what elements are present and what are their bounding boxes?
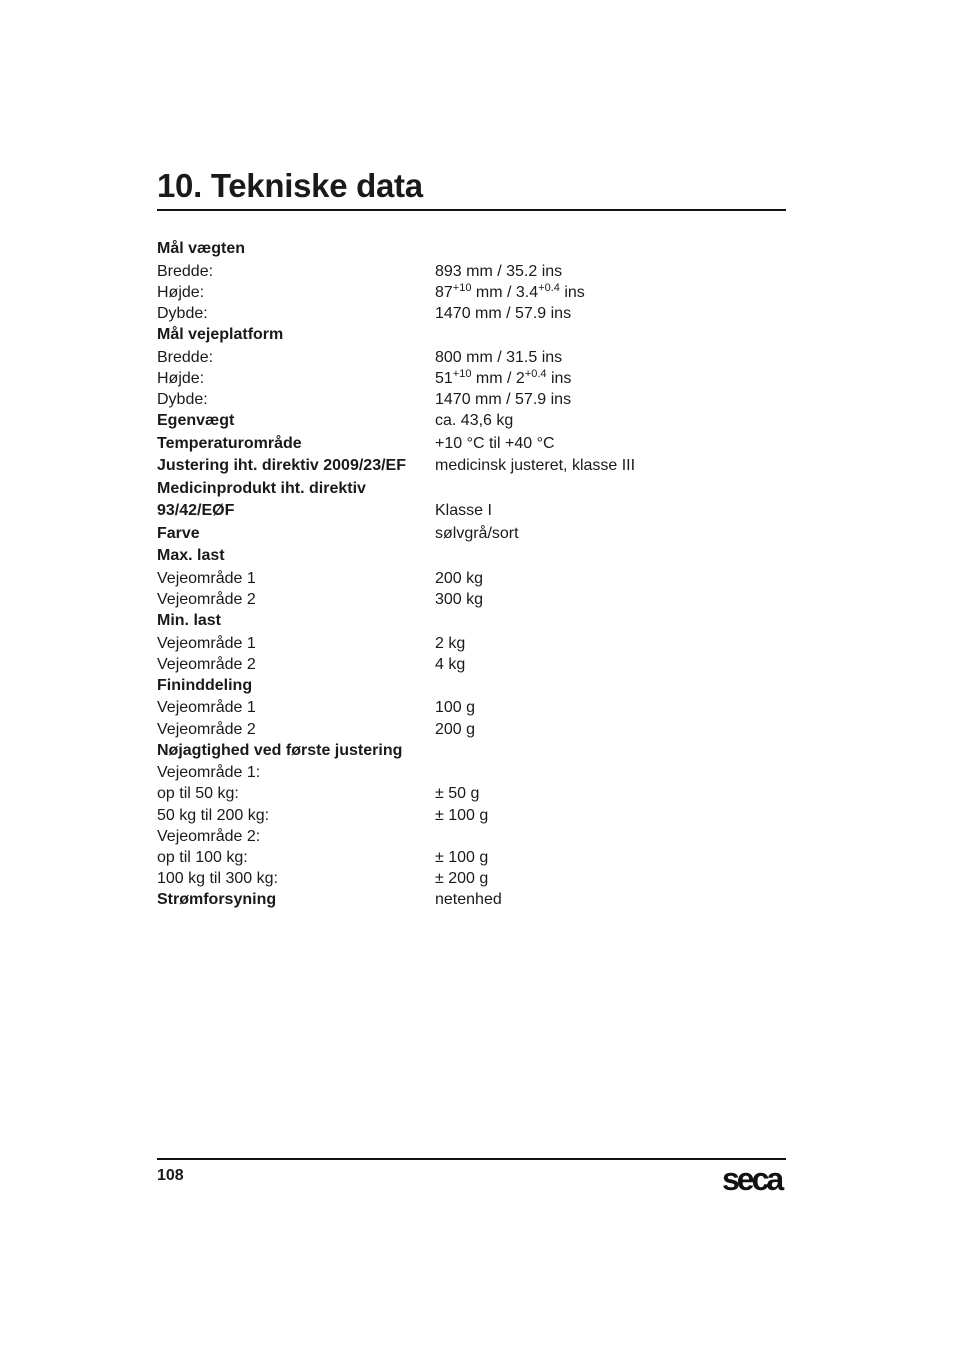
spec-label: Vejeområde 2 bbox=[157, 720, 256, 738]
spec-value: +10 °C til +40 °C bbox=[435, 434, 555, 452]
spec-label: Højde: bbox=[157, 369, 205, 387]
spec-row bbox=[157, 654, 786, 675]
spec-row bbox=[157, 238, 786, 261]
spec-label: Mål vægten bbox=[157, 240, 246, 257]
spec-label: 50 kg til 200 kg: bbox=[157, 806, 270, 824]
spec-row bbox=[157, 610, 786, 633]
spec-row bbox=[157, 805, 786, 826]
spec-label: Farve bbox=[157, 524, 200, 542]
spec-value: netenhed bbox=[435, 891, 502, 909]
spec-label: Vejeområde 1 bbox=[157, 699, 256, 717]
spec-row bbox=[157, 303, 786, 324]
spec-value: 4 kg bbox=[435, 655, 466, 673]
spec-row bbox=[157, 719, 786, 740]
value-part: mm / 2 bbox=[471, 369, 525, 387]
spec-row bbox=[157, 347, 786, 368]
spec-label: Bredde: bbox=[157, 262, 214, 280]
spec-value bbox=[435, 282, 585, 303]
spec-row bbox=[157, 500, 786, 523]
spec-label: Dybde: bbox=[157, 390, 208, 408]
spec-row bbox=[157, 633, 786, 654]
tolerance-superscript: +0.4 bbox=[524, 367, 547, 380]
spec-label: 100 kg til 300 kg: bbox=[157, 870, 278, 888]
spec-row bbox=[157, 762, 786, 783]
spec-value: ± 50 g bbox=[435, 785, 480, 803]
spec-value: 100 g bbox=[435, 699, 476, 717]
spec-row bbox=[157, 478, 786, 501]
value-part: ins bbox=[546, 369, 572, 387]
spec-row bbox=[157, 545, 786, 568]
spec-label: Vejeområde 2 bbox=[157, 655, 256, 673]
seca-logo bbox=[722, 1160, 788, 1196]
spec-label: Medicinprodukt iht. direktiv bbox=[157, 479, 366, 497]
spec-value: 800 mm / 31.5 ins bbox=[435, 348, 563, 366]
spec-value: ± 100 g bbox=[435, 849, 489, 866]
spec-label: Bredde: bbox=[157, 348, 214, 366]
spec-value: 200 kg bbox=[435, 569, 484, 587]
page-number: 108 bbox=[157, 1167, 184, 1184]
spec-value: 893 mm / 35.2 ins bbox=[435, 262, 563, 280]
spec-value: ca. 43,6 kg bbox=[435, 412, 514, 430]
spec-row bbox=[157, 523, 786, 546]
spec-label: Vejeområde 2: bbox=[157, 827, 261, 845]
value-part: mm / 3.4 bbox=[471, 283, 539, 301]
spec-label: Mål vejeplatform bbox=[157, 326, 284, 344]
spec-label: Vejeområde 1 bbox=[157, 569, 256, 587]
spec-label: Min. last bbox=[157, 612, 222, 629]
spec-row bbox=[157, 433, 786, 456]
spec-row bbox=[157, 697, 786, 718]
spec-value: 300 kg bbox=[435, 590, 484, 608]
spec-table bbox=[157, 238, 786, 912]
spec-label: Temperaturområde bbox=[157, 434, 302, 452]
spec-row bbox=[157, 282, 786, 303]
spec-label: Fininddeling bbox=[157, 676, 253, 694]
value-part: 51 bbox=[435, 369, 453, 387]
spec-row bbox=[157, 368, 786, 389]
spec-row bbox=[157, 675, 786, 698]
spec-row bbox=[157, 389, 786, 410]
tolerance-superscript: +0.4 bbox=[538, 281, 560, 294]
spec-value: 2 kg bbox=[435, 634, 466, 652]
tolerance-superscript: +10 bbox=[452, 367, 472, 380]
spec-value bbox=[435, 368, 571, 389]
spec-row bbox=[157, 261, 786, 282]
spec-value: 1470 mm / 57.9 ins bbox=[435, 390, 572, 408]
spec-row bbox=[157, 740, 786, 763]
spec-row bbox=[157, 868, 786, 889]
spec-value: Klasse I bbox=[435, 502, 492, 520]
spec-label: Max. last bbox=[157, 547, 225, 565]
spec-value: 200 g bbox=[435, 720, 476, 738]
spec-row bbox=[157, 568, 786, 589]
spec-row bbox=[157, 589, 786, 610]
spec-row bbox=[157, 324, 786, 347]
spec-label: Vejeområde 1 bbox=[157, 634, 256, 652]
value-part: ins bbox=[559, 283, 585, 301]
spec-value: ± 100 g bbox=[435, 806, 489, 824]
spec-label: Justering iht. direktiv 2009/23/EF bbox=[157, 457, 406, 475]
page-title: 10. Tekniske data bbox=[157, 167, 423, 204]
spec-label: Højde: bbox=[157, 283, 205, 301]
value-part: 87 bbox=[435, 283, 453, 301]
spec-label: Vejeområde 1: bbox=[157, 764, 261, 782]
footer-rule bbox=[157, 1158, 786, 1160]
spec-value: 1470 mm / 57.9 ins bbox=[435, 304, 572, 322]
spec-row bbox=[157, 410, 786, 433]
spec-label: Nøjagtighed ved første justering bbox=[157, 741, 403, 759]
spec-row bbox=[157, 826, 786, 847]
title-rule bbox=[157, 209, 786, 211]
spec-row bbox=[157, 783, 786, 804]
spec-label: Dybde: bbox=[157, 304, 208, 322]
spec-value: sølvgrå/sort bbox=[435, 524, 519, 542]
spec-row bbox=[157, 847, 786, 868]
spec-label: 93/42/EØF bbox=[157, 502, 235, 520]
spec-label: op til 50 kg: bbox=[157, 785, 239, 803]
spec-value: ± 200 g bbox=[435, 870, 489, 888]
spec-value: medicinsk justeret, klasse III bbox=[435, 457, 636, 475]
logo-text: seca bbox=[722, 1161, 782, 1196]
tolerance-superscript: +10 bbox=[452, 281, 472, 294]
spec-label: Vejeområde 2 bbox=[157, 590, 256, 608]
spec-row bbox=[157, 889, 786, 912]
spec-label: op til 100 kg: bbox=[157, 849, 248, 866]
spec-label: Strømforsyning bbox=[157, 891, 277, 909]
spec-label: Egenvægt bbox=[157, 412, 235, 430]
spec-row bbox=[157, 455, 786, 478]
